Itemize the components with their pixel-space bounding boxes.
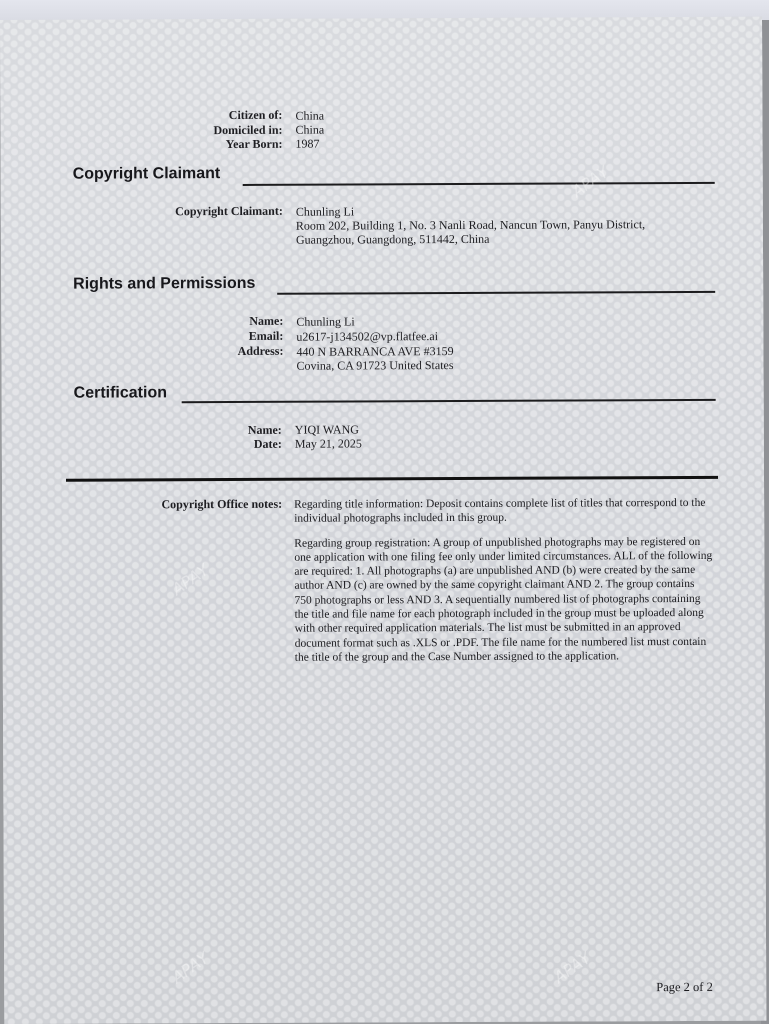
- rights-name-value: Chunling Li: [296, 314, 355, 329]
- rights-email-label: Email:: [248, 328, 284, 343]
- year-born-label: Year Born:: [225, 136, 283, 152]
- certification-date-label: Date:: [253, 436, 282, 451]
- rights-permissions-heading: Rights and Permissions: [73, 274, 256, 293]
- rights-address-line1: 440 N BARRANCA AVE #3159: [296, 344, 454, 359]
- rights-address-line2: Covina, CA 91723 United States: [296, 358, 454, 373]
- rights-email-value: u2617-j134502@vp.flatfee.ai: [296, 329, 439, 344]
- section-divider: [66, 476, 718, 482]
- citizen-label: Citizen of:: [228, 107, 283, 123]
- certification-heading: Certification: [73, 384, 168, 402]
- certification-rule: [182, 399, 716, 403]
- citizen-value: China: [295, 108, 325, 123]
- copyright-claimant-name: Chunling Li: [295, 204, 355, 219]
- rights-name-label: Name:: [249, 313, 284, 328]
- year-born-value: 1987: [295, 136, 320, 151]
- copyright-claimant-rule: [243, 182, 715, 186]
- document-page: [0, 17, 766, 1024]
- office-notes-label: Copyright Office notes:: [161, 496, 283, 512]
- watermark-stamp: APAY: [568, 162, 613, 201]
- watermark-stamp: APAY: [168, 560, 213, 599]
- certification-date-value: May 21, 2025: [294, 436, 362, 451]
- domiciled-value: China: [295, 122, 325, 137]
- copyright-claimant-heading: Copyright Claimant: [72, 165, 221, 183]
- copyright-claimant-address-line1: Room 202, Building 1, No. 3 Nanli Road, Nancun Town, Panyu District,: [295, 217, 646, 233]
- office-notes-paragraph-group: Regarding group registration: A group of unpublished photographs may be registered on one application with one filing fee only under limited circumstances. ALL of the following are required: 1. All photographs (a) are unpublished AND (b) were created by the same author AND (c) are owned by the same copyright claimant AND 2. The group contains 750 photographs or less AND 3. A sequentially numbered list of photographs containing the title and file name for each photograph included in the group must be uploaded along with other required application materials. The list must be submitted in an approved document format such as .XLS or .PDF. The file name for the numbered list must contain the title of the group and the Case Number assigned to the application.: [294, 535, 713, 664]
- watermark-stamp: APAY: [168, 948, 213, 987]
- rights-address-label: Address:: [237, 343, 284, 358]
- copyright-claimant-label: Copyright Claimant:: [175, 203, 283, 219]
- domiciled-label: Domiciled in:: [213, 122, 283, 138]
- certification-name-label: Name:: [247, 422, 282, 437]
- watermark-stamp: APAY: [550, 948, 595, 987]
- office-notes-body: [294, 496, 713, 675]
- page-number: Page 2 of 2: [656, 979, 713, 995]
- certification-name-value: YIQI WANG: [294, 422, 359, 437]
- office-notes-paragraph-title: Regarding title information: Deposit contains complete list of titles that correspond to the individual photographs included in this group.: [294, 496, 706, 526]
- rights-permissions-rule: [277, 291, 715, 295]
- copyright-claimant-address-line2: Guangzhou, Guangdong, 511442, China: [295, 231, 490, 247]
